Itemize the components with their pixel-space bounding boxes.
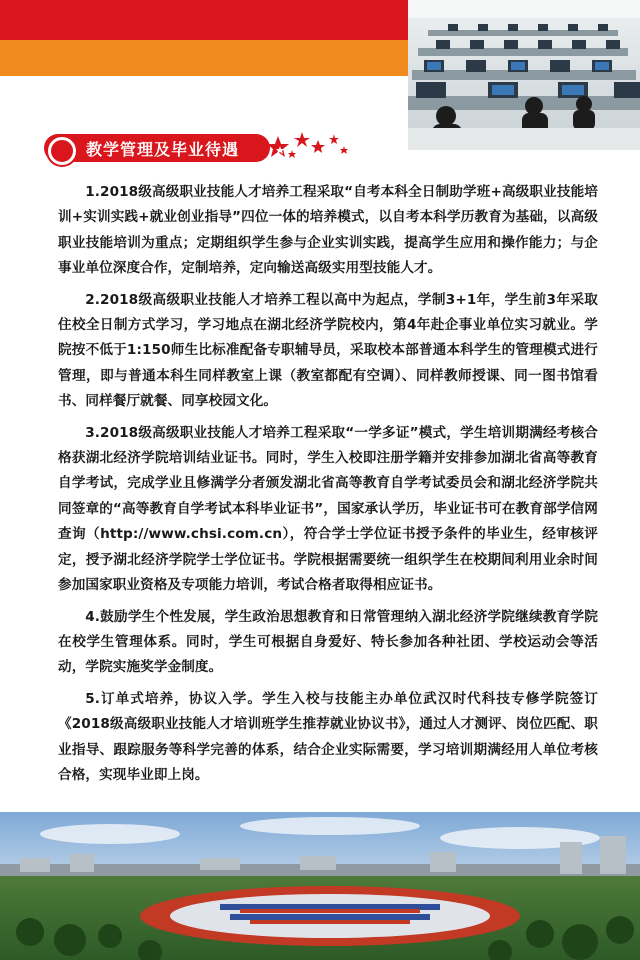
band-divider bbox=[0, 76, 408, 80]
stars-icon bbox=[258, 126, 354, 170]
paragraph-3: 3.2018级高级职业技能人才培养工程采取“一学多证”模式，学生培训期满经考核合格获湖北经济学院培训结业证书。同时，学生入校即注册学籍并安排参加湖北省高等教育自学考试，完成学业且修满学分者颁发湖北省高等教育自学考试委员会和湖北经济学院共同签章的“高等教育自学考试本科毕业证书”，国家承认学历，毕业证书可在教育部学信网查询（http://www.chsi.com.cn），符合学士学位证书授予条件的毕业生，经审核评定，授予湖北经济学院学士学位证书。学院根据需要统一组织学生在校期间利用业余时间参加国家职业资格及专项能力培训，考试合格者取得相应证书。 bbox=[58, 424, 598, 594]
section-header bbox=[44, 126, 344, 170]
article-body bbox=[58, 180, 598, 794]
header-bullet bbox=[48, 137, 76, 165]
top-red-band bbox=[0, 0, 408, 40]
paragraph-5: 5.订单式培养，协议入学。学生入校与技能主办单位武汉时代科技专修学院签订《2018级高级职业技能人才培训班学生推荐就业协议书》，通过人才测评、岗位匹配、职业指导、跟踪服务等科学完善的体系，结合企业实际需要，学习培训期满经用人单位考核合格，实现毕业即上岗。 bbox=[58, 690, 598, 783]
computer-lab-photo bbox=[408, 0, 640, 150]
campus-aerial-photo bbox=[0, 812, 640, 960]
paragraph-4: 4.鼓励学生个性发展，学生政治思想教育和日常管理纳入湖北经济学院继续教育学院在校学生管理体系。同时，学生可根据自身爱好、特长参加各种社团、学校运动会等活动，学院实施奖学金制度。 bbox=[58, 608, 598, 676]
top-orange-band bbox=[0, 40, 408, 76]
paragraph-1: 1.2018级高级职业技能人才培养工程采取“自考本科全日制助学班+高级职业技能培训+实训实践+就业创业指导”四位一体的培养模式，以自考本科学历教育为基础，以高级职业技能培训为重点；定期组织学生参与企业实训实践，提高学生应用和操作能力；与企事业单位深度合作，定制培养，定向输送高级实用型技能人才。 bbox=[58, 184, 598, 277]
section-title: 教学管理及毕业待遇 bbox=[86, 140, 240, 159]
paragraph-2: 2.2018级高级职业技能人才培养工程以高中为起点，学制3+1年，学生前3年采取住校全日制方式学习，学习地点在湖北经济学院校内，第4年赴企事业单位实习就业。学院按不低于1:150师生比标准配备专职辅导员，采取校本部普通本科学生的管理模式进行管理，即与普通本科生同样教室上课（教室都配有空调）、同样教师授课、同一图书馆看书、同样餐厅就餐、同享校园文化。 bbox=[58, 291, 598, 410]
